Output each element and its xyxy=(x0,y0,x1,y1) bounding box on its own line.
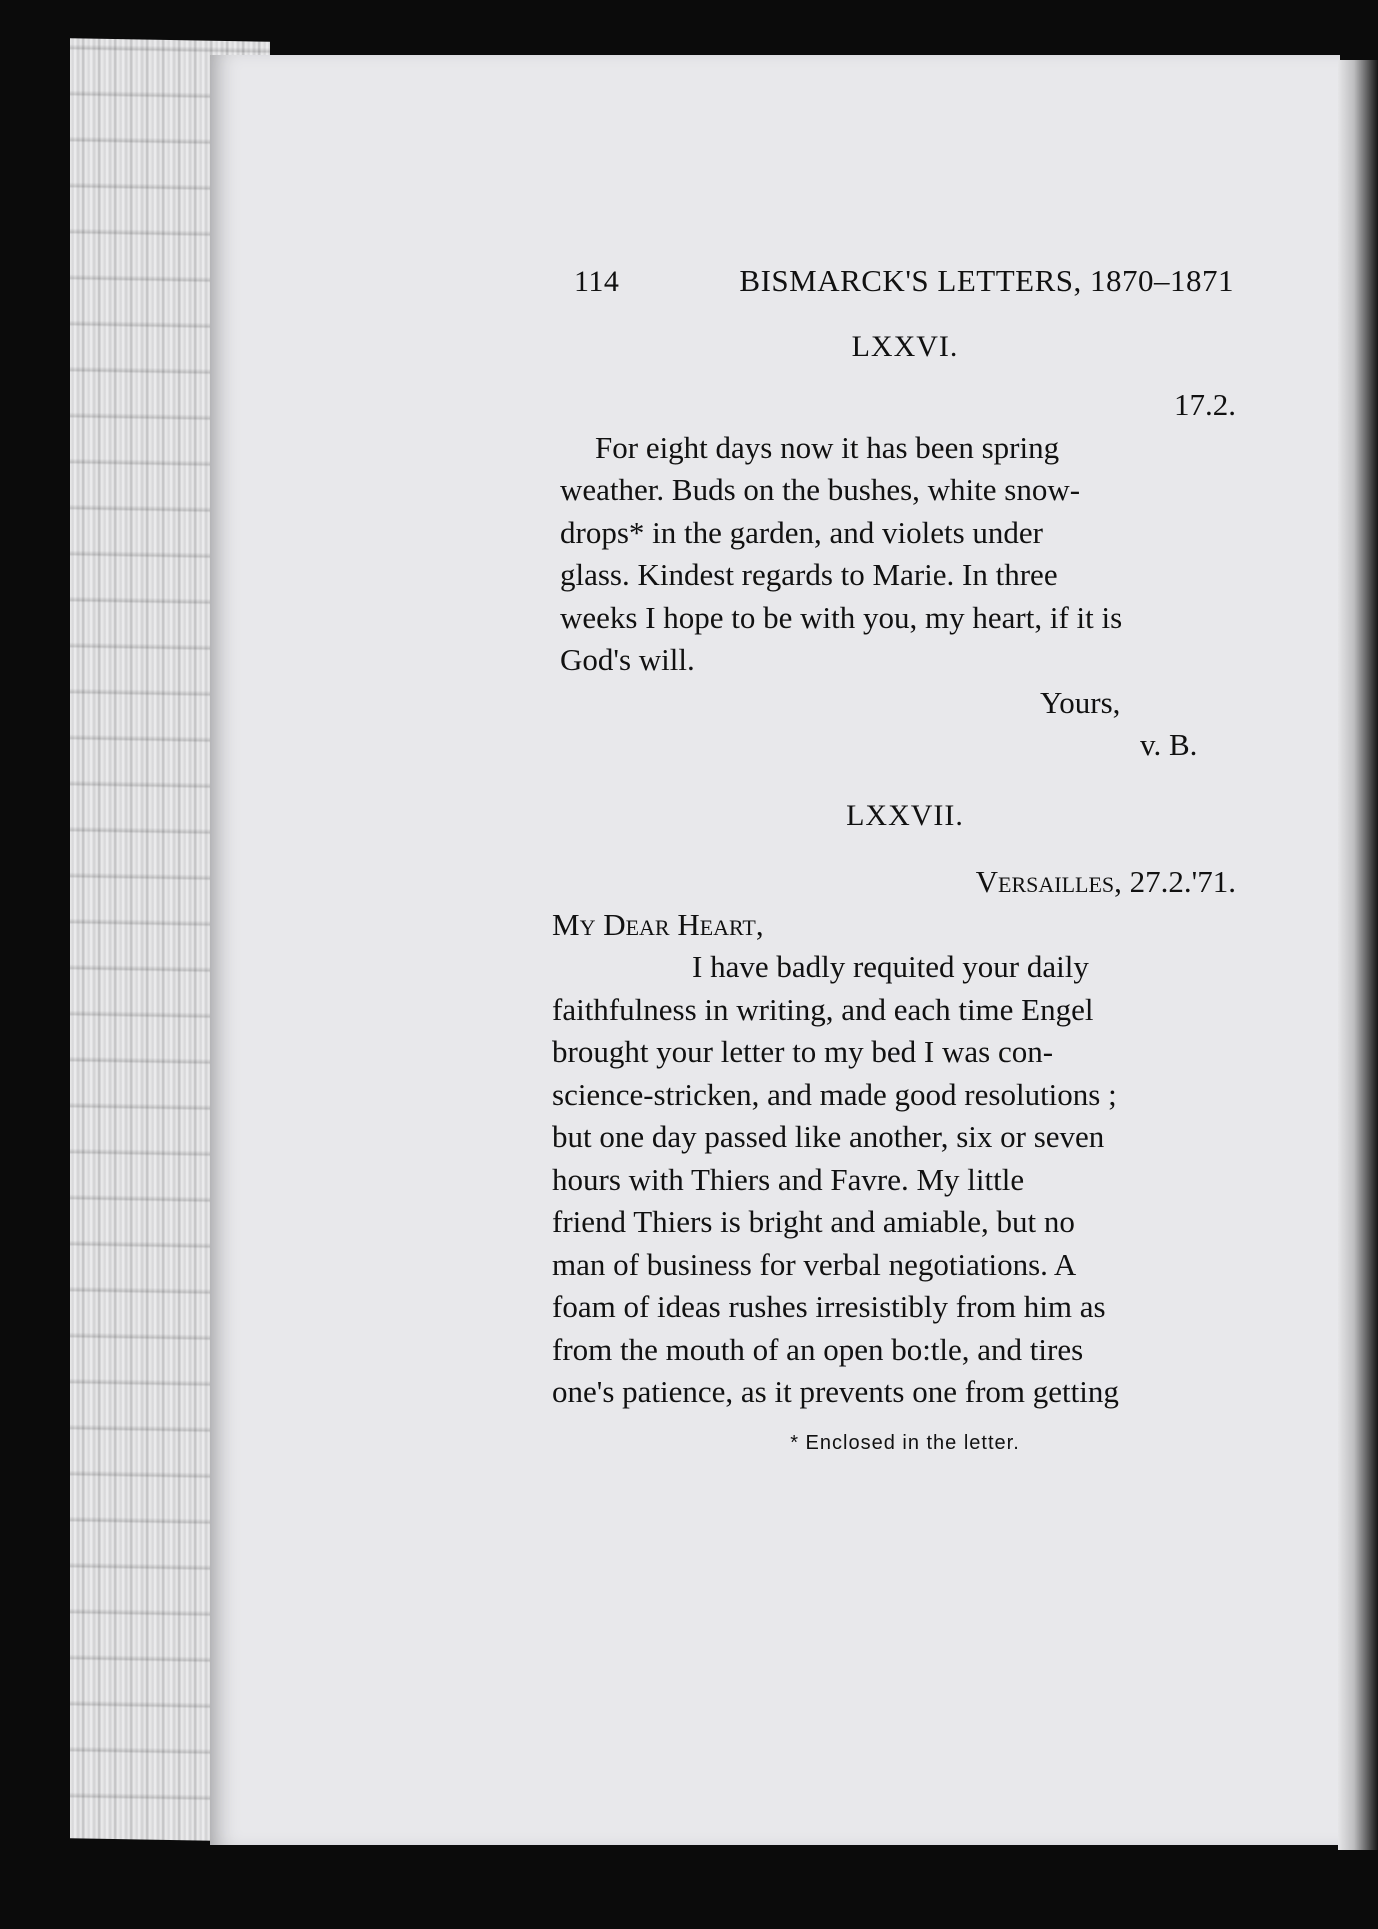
letter-heading: LXXVI. xyxy=(851,329,959,363)
body-line: man of business for verbal negotiations. A xyxy=(552,1246,1077,1282)
page-text xyxy=(552,260,1250,1456)
salutation: My Dear Heart, xyxy=(552,906,764,942)
body-line: foam of ideas rushes irresistibly from him as xyxy=(552,1289,1106,1324)
body-line: For eight days now it has been spring xyxy=(595,429,1060,465)
body-line: friend Thiers is bright and amiable, but no xyxy=(552,1204,1075,1239)
body-line: from the mouth of an open bo:tle, and tires xyxy=(552,1331,1084,1367)
body-line: science-stricken, and made good resolutions ; xyxy=(552,1076,1117,1112)
signature: v. B. xyxy=(1140,727,1198,762)
body-line: faithfulness in writing, and each time Engel xyxy=(552,991,1094,1027)
body-line: hours with Thiers and Favre. My little xyxy=(552,1161,1025,1197)
letter-date: 17.2. xyxy=(1174,387,1236,422)
letter-body xyxy=(560,427,1250,682)
closing-text: Yours, xyxy=(1040,684,1121,720)
letter-closing xyxy=(560,682,1250,767)
body-line: brought your letter to my bed I was con- xyxy=(552,1034,1054,1069)
body-line: I have badly requited your daily xyxy=(692,949,1089,984)
letter-place-date: Versailles, 27.2.'71. xyxy=(975,864,1236,899)
letter-body xyxy=(552,946,1240,1414)
body-line: weeks I hope to be with you, my heart, if it is xyxy=(560,599,1123,635)
body-line: weather. Buds on the bushes, white snow- xyxy=(560,472,1081,507)
body-line: drops* in the garden, and violets under xyxy=(560,514,1043,550)
footnote: * Enclosed in the letter. xyxy=(790,1431,1020,1454)
running-title: BISMARCK'S LETTERS, 1870–1871 xyxy=(739,263,1234,298)
running-head xyxy=(574,260,1234,304)
page-gutter-shadow xyxy=(1338,60,1378,1850)
page-number: 114 xyxy=(574,265,620,298)
body-line: but one day passed like another, six or seven xyxy=(552,1119,1105,1154)
body-line: glass. Kindest regards to Marie. In three xyxy=(560,557,1058,592)
body-line: one's patience, as it prevents one from getting xyxy=(552,1374,1119,1409)
letter-heading: LXXVII. xyxy=(846,798,964,832)
body-line: God's will. xyxy=(560,642,695,677)
